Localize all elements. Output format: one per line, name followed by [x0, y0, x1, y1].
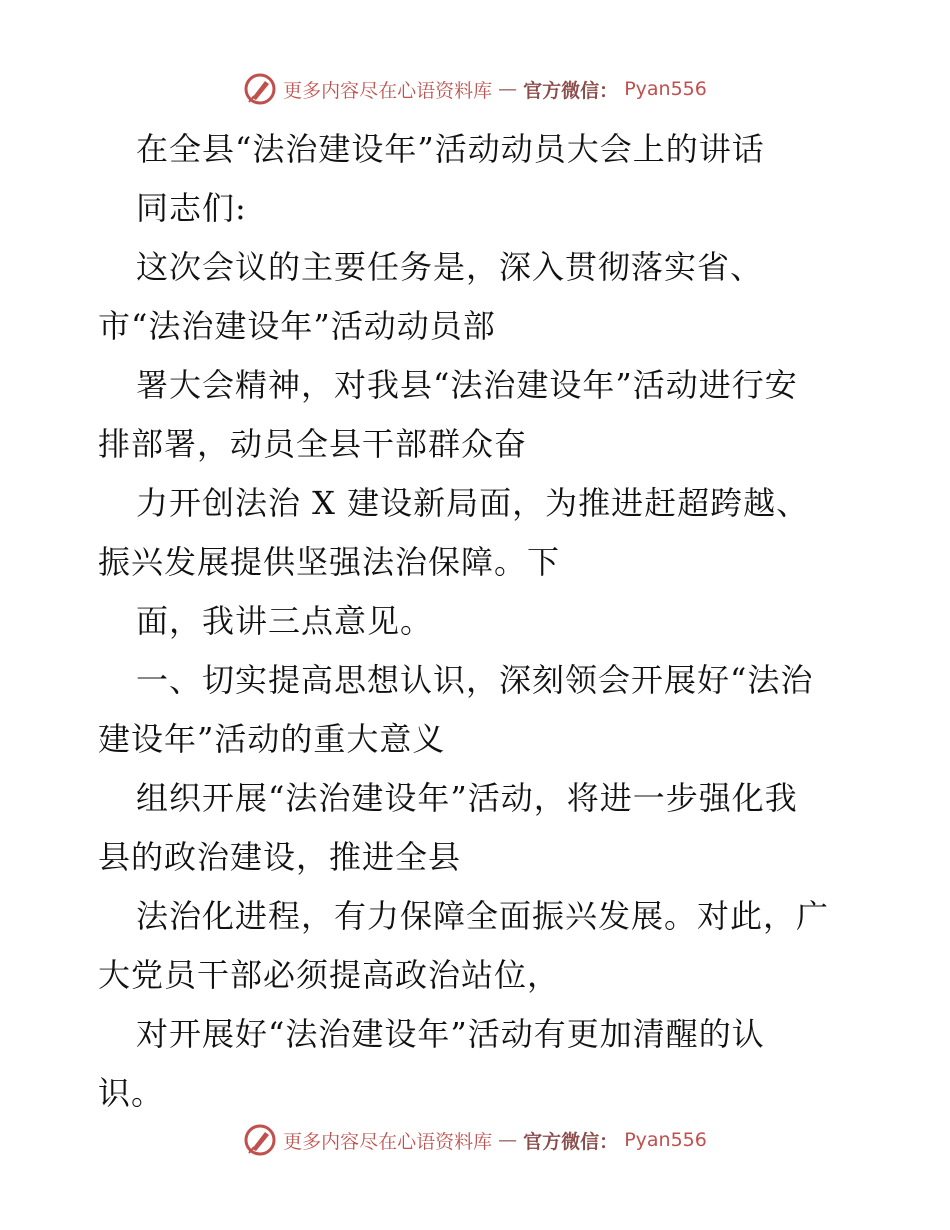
footer-watermark: [0, 1123, 950, 1157]
watermark-wechat-id: Pyan556: [624, 1129, 707, 1151]
paragraph-line: 法治化进程，有力保障全面振兴发展。对此，广: [136, 897, 830, 935]
watermark-wechat-id: Pyan556: [624, 78, 707, 100]
paragraph-line: 振兴发展提供坚强法治保障。下: [98, 543, 561, 581]
paragraph-line: 面，我讲三点意见。: [136, 602, 434, 640]
paragraph-line: 识。: [98, 1074, 165, 1112]
paragraph-line: 组织开展“法治建设年”活动，将进一步强化我: [136, 779, 798, 817]
paragraph-line: 市“法治建设年”活动动员部: [98, 307, 496, 345]
quill-pen-logo-icon: [243, 72, 277, 106]
watermark-wechat-label: 官方微信：: [523, 79, 619, 102]
paragraph-line: 对开展好“法治建设年”活动有更加清醒的认: [136, 1015, 765, 1053]
section-heading: 建设年”活动的重大意义: [98, 720, 446, 758]
paragraph-line: 排部署，动员全县干部群众奋: [98, 425, 528, 463]
paragraph-line: 力开创法治 X 建设新局面，为推进赶超跨越、: [136, 484, 810, 522]
watermark-wechat-label: 官方微信：: [523, 1130, 619, 1153]
paragraph-line: 大党员干部必须提高政治站位，: [98, 956, 561, 994]
watermark-separator: —: [498, 78, 518, 100]
document-body: [98, 120, 858, 1123]
watermark-site-text: 更多内容尽在心语资料库: [283, 79, 493, 102]
paragraph-line: 这次会议的主要任务是，深入贯彻落实省、: [136, 248, 764, 286]
section-heading: 一、切实提高思想认识，深刻领会开展好“法治: [136, 661, 814, 699]
salutation: 同志们:: [136, 189, 247, 227]
paragraph-line: 署大会精神，对我县“法治建设年”活动进行安: [136, 366, 798, 404]
document-title: 在全县“法治建设年”活动动员大会上的讲话: [136, 130, 765, 168]
watermark-site-text: 更多内容尽在心语资料库: [283, 1130, 493, 1153]
quill-pen-logo-icon: [243, 1123, 277, 1157]
watermark-separator: —: [498, 1129, 518, 1151]
paragraph-line: 县的政治建设，推进全县: [98, 838, 462, 876]
header-watermark: [0, 72, 950, 106]
